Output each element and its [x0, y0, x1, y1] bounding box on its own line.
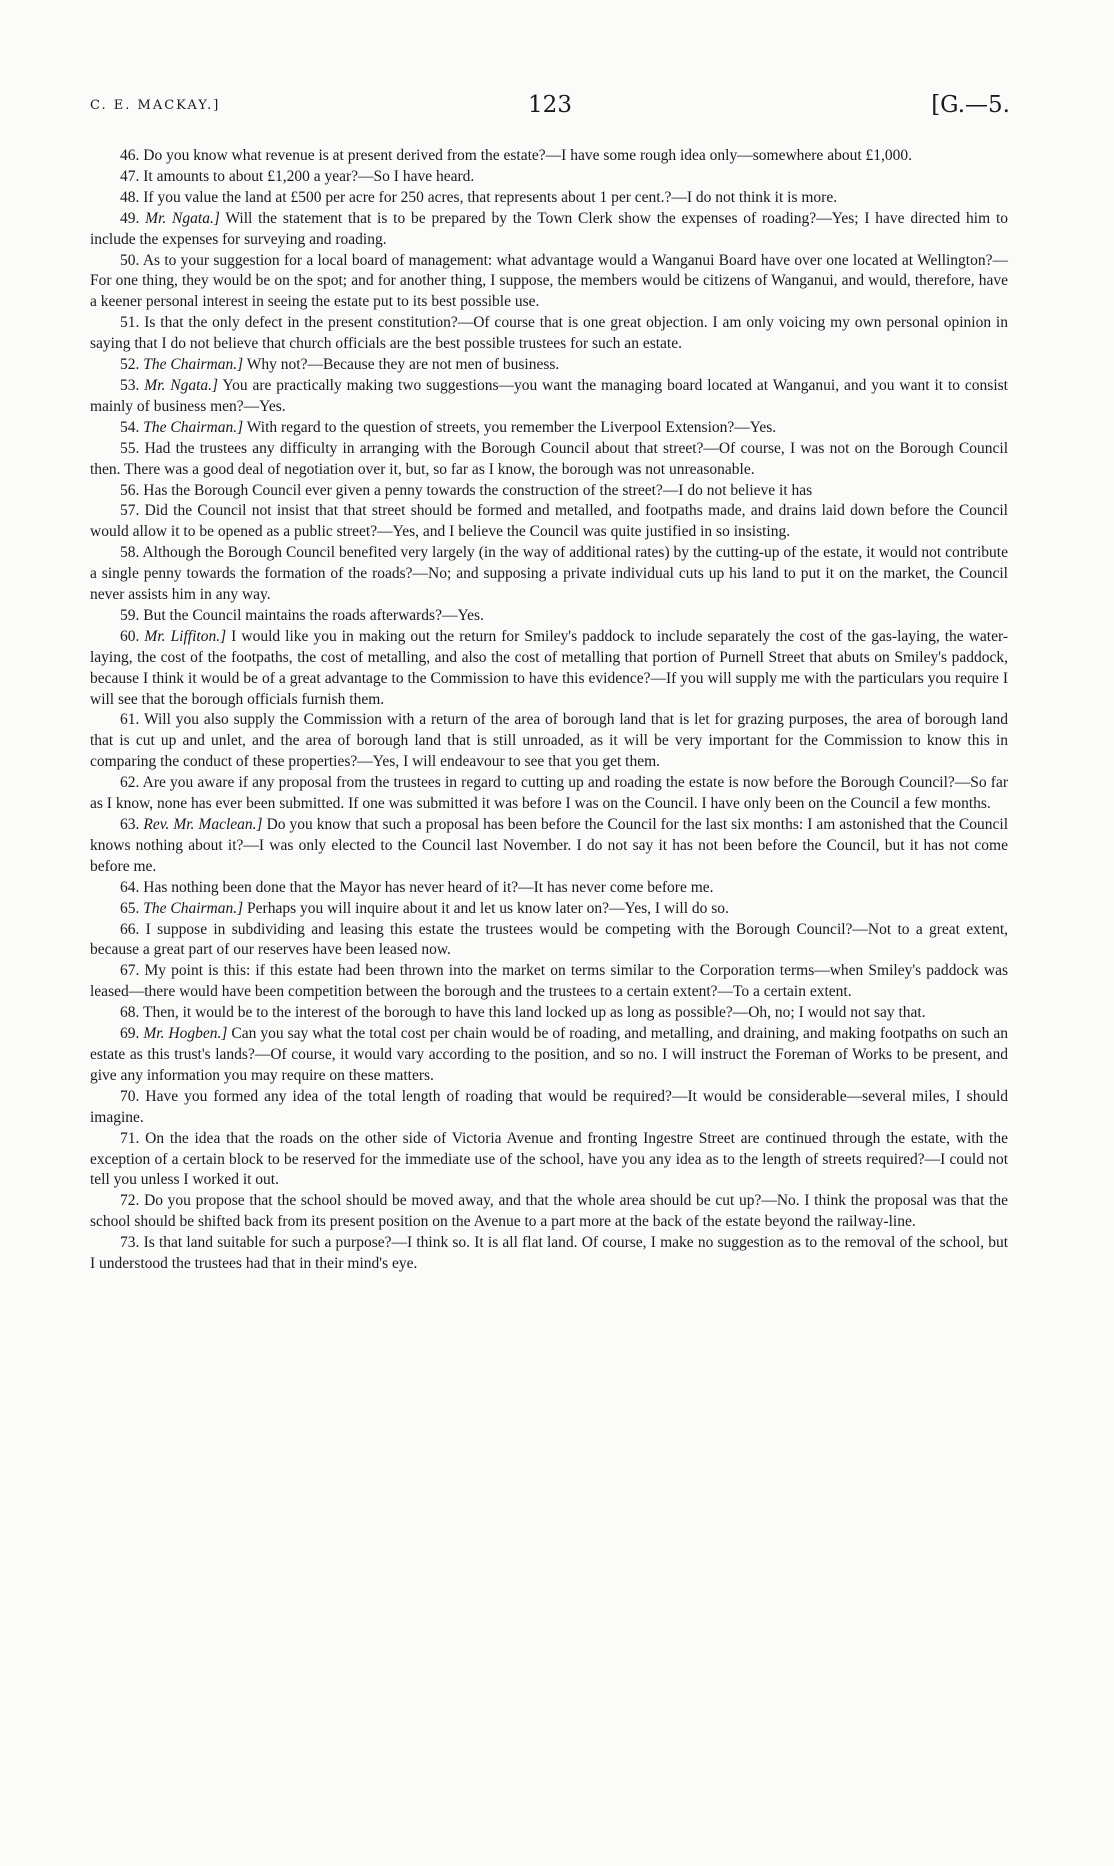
question-paragraph	[90, 920, 1008, 962]
question-number: 51.	[120, 314, 140, 332]
question-paragraph	[90, 209, 1008, 251]
question-number: 61.	[120, 711, 140, 729]
question-text: Do you know what revenue is at present derived from the estate?—I have some rough idea only—somewhere about £1,000.	[143, 147, 912, 164]
question-paragraph	[90, 439, 1008, 481]
question-text: Although the Borough Council benefited very largely (in the way of additional rates) by the cutting-up of the estate, it would not contribute a single penny towards the formation of the roads?—No; and supposing a private individual cuts up his land to put it on the market, the Council never assists him in any way.	[90, 544, 1008, 604]
question-number: 48.	[120, 188, 140, 206]
question-text: Will the statement that is to be prepared by the Town Clerk show the expenses of roading?—Yes; I have directed him to include the expenses for surveying and roading.	[90, 209, 1009, 248]
question-paragraph	[90, 313, 1008, 355]
question-number: 65.	[120, 899, 140, 917]
question-text: Has nothing been done that the Mayor has never heard of it?—It has never come before me.	[143, 878, 714, 896]
question-number: 60.	[120, 627, 140, 645]
question-text: It amounts to about £1,200 a year?—So I have heard.	[143, 167, 475, 185]
question-text: Can you say what the total cost per chain would be of roading, and metalling, and draining, and making footpaths on such an estate as this trust's lands?—Of course, it would vary according to the position, and so no. I will instruct the Foreman of Works to be present, and give any information you may require on these matters.	[90, 1025, 1009, 1084]
document-body	[90, 146, 1008, 1275]
question-paragraph	[90, 146, 1008, 167]
speaker-name: The Chairman.]	[143, 899, 244, 917]
question-text: You are practically making two suggestions—you want the managing board located at Wanganui, and you want it to consist mainly of business men?—Yes.	[90, 376, 1008, 415]
question-number: 59.	[120, 606, 140, 624]
question-number: 72.	[120, 1192, 140, 1210]
speaker-name: Mr. Liffiton.]	[144, 627, 227, 645]
question-paragraph	[90, 355, 1008, 376]
question-text: Why not?—Because they are not men of business.	[246, 356, 560, 374]
page-header	[90, 92, 1010, 122]
question-text: Is that the only defect in the present constitution?—Of course that is one great objection. I am only voicing my own personal opinion in saying that I do not believe that church officials are the best possible trustees for such an estate.	[90, 314, 1008, 353]
question-number: 62.	[120, 774, 140, 792]
question-paragraph	[90, 376, 1008, 418]
question-paragraph	[90, 1129, 1008, 1192]
document-reference: [G.—5.	[931, 92, 1010, 118]
question-paragraph	[90, 1024, 1008, 1087]
question-number: 66.	[120, 920, 140, 938]
question-number: 64.	[120, 878, 140, 896]
question-paragraph	[90, 543, 1008, 606]
question-text: With regard to the question of streets, you remember the Liverpool Extension?—Yes.	[246, 418, 777, 436]
question-text: Has the Borough Council ever given a penny towards the construction of the street?—I do not believe it has	[143, 481, 813, 499]
question-number: 47.	[120, 167, 140, 185]
question-paragraph	[90, 899, 1008, 920]
question-number: 50.	[120, 251, 140, 269]
speaker-name: The Chairman.]	[143, 418, 244, 436]
question-text: Perhaps you will inquire about it and let us know later on?—Yes, I will do so.	[247, 899, 729, 917]
question-number: 63.	[120, 816, 140, 833]
question-number: 57.	[120, 502, 140, 520]
question-paragraph	[90, 606, 1008, 627]
question-number: 46.	[120, 147, 140, 164]
question-text: I would like you in making out the return for Smiley's paddock to include separately the cost of the gas-laying, the water-laying, the cost of the footpaths, the cost of metalling, and also the cost of metalling that portion of Purnell Street that abuts on Smiley's paddock, because I think it would be of a great advantage to the Commission to have this evidence?—If you will supply me with the particulars you require I will see that the borough officials furnish them.	[90, 627, 1008, 708]
question-paragraph	[90, 878, 1008, 899]
question-text: Do you know that such a proposal has been before the Council for the last six months: I am astonished that the Council knows nothing about it?—I was only elected to the Council last November. I do not say it has not been before the Council, but it has not come before me.	[90, 816, 1008, 875]
question-number: 73.	[120, 1234, 140, 1252]
question-paragraph	[90, 710, 1008, 773]
question-text: On the idea that the roads on the other side of Victoria Avenue and fronting Ingestre Street are continued through the estate, with the exception of a certain block to be reserved for the immediate use of the school, have you any idea as to the length of streets required?—I could not tell you unless I worked it out.	[90, 1129, 1008, 1189]
question-number: 49.	[120, 209, 140, 227]
question-paragraph	[90, 251, 1008, 314]
question-text: Will you also supply the Commission with a return of the area of borough land that is let for grazing purposes, the area of borough land that is cut up and unlet, and the area of borough land that is still unroaded, as it will be very important for the Commission to know this in comparing the conduct of these properties?—Yes, I will endeavour to see that you get them.	[90, 711, 1008, 771]
question-text: My point is this: if this estate had been thrown into the market on terms similar to the Corporation terms—when Smiley's paddock was leased—there would have been competition between the borough and the trustees to a certain extent?—To a certain extent.	[90, 962, 1009, 1001]
question-paragraph	[90, 773, 1008, 815]
question-paragraph	[90, 961, 1008, 1003]
question-paragraph	[90, 418, 1008, 439]
question-number: 70.	[120, 1087, 140, 1105]
question-number: 69.	[120, 1025, 140, 1043]
question-paragraph	[90, 1087, 1008, 1129]
question-number: 55.	[120, 439, 140, 457]
question-paragraph	[90, 501, 1008, 543]
question-number: 67.	[120, 962, 140, 980]
question-paragraph	[90, 1003, 1008, 1024]
question-paragraph	[90, 627, 1008, 711]
question-text: Do you propose that the school should be moved away, and that the whole area should be cut up?—No. I think the proposal was that the school should be shifted back from its present position on the Avenue to a part more at the back of the estate beyond the railway-line.	[90, 1192, 1009, 1231]
question-number: 56.	[120, 481, 140, 499]
question-text: I suppose in subdividing and leasing this estate the trustees would be competing with the Borough Council?—Not to a great extent, because a great part of our reserves have been leased now.	[90, 920, 1009, 959]
speaker-name: Rev. Mr. Maclean.]	[143, 816, 263, 833]
question-paragraph	[90, 1233, 1008, 1275]
question-text: Then, it would be to the interest of the borough to have this land locked up as long as possible?—Oh, no; I would not say that.	[142, 1004, 926, 1022]
question-text: Are you aware if any proposal from the trustees in regard to cutting up and roading the estate is now before the Borough Council?—So far as I know, none has ever been submitted. If one was submitted it was before I was on the Council. I have only been on the Council a few months.	[90, 774, 1008, 813]
question-text: If you value the land at £500 per acre for 250 acres, that represents about 1 per cent.?—I do not think it is more.	[143, 188, 838, 206]
question-number: 68.	[120, 1004, 140, 1022]
question-paragraph	[90, 481, 1008, 502]
question-text: As to your suggestion for a local board of management: what advantage would a Wanganui Board have over one located at Wellington?—For one thing, they would be on the spot; and for another thing, I suppose, the members would be citizens of Wanganui, and would, therefore, have a keener personal interest in seeing the estate put to its best possible use.	[90, 251, 1008, 311]
question-paragraph	[90, 167, 1008, 188]
question-number: 58.	[120, 544, 140, 562]
question-paragraph	[90, 1191, 1008, 1233]
speaker-name: Mr. Ngata.]	[144, 376, 219, 394]
question-text: Did the Council not insist that that street should be formed and metalled, and footpaths made, and drains laid down before the Council would allow it to be opened as a public street?—Yes, and I believe the Council was quite justified in so insisting.	[90, 502, 1008, 541]
question-text: But the Council maintains the roads afterwards?—Yes.	[143, 606, 484, 624]
question-text: Is that land suitable for such a purpose?—I think so. It is all flat land. Of course, I make no suggestion as to the removal of the school, but I understood the trustees had that in their mind's eye.	[90, 1234, 1008, 1273]
question-text: Had the trustees any difficulty in arranging with the Borough Council about that street?—Of course, I was not on the Borough Council then. There was a good deal of negotiation over it, but, so far as I know, the borough was not unreasonable.	[90, 439, 1008, 478]
question-number: 71.	[120, 1129, 140, 1147]
question-number: 54.	[120, 418, 140, 436]
question-number: 53.	[120, 376, 140, 394]
speaker-name: Mr. Ngata.]	[145, 209, 220, 227]
question-paragraph	[90, 815, 1008, 878]
question-paragraph	[90, 188, 1008, 209]
question-number: 52.	[120, 356, 140, 374]
speaker-name: Mr. Hogben.]	[143, 1025, 228, 1043]
page-number: 123	[528, 92, 572, 118]
speaker-name: The Chairman.]	[143, 356, 244, 374]
witness-name: C. E. MACKAY.]	[90, 98, 221, 113]
question-text: Have you formed any idea of the total length of roading that would be required?—It would be considerable—several miles, I should imagine.	[90, 1087, 1009, 1126]
